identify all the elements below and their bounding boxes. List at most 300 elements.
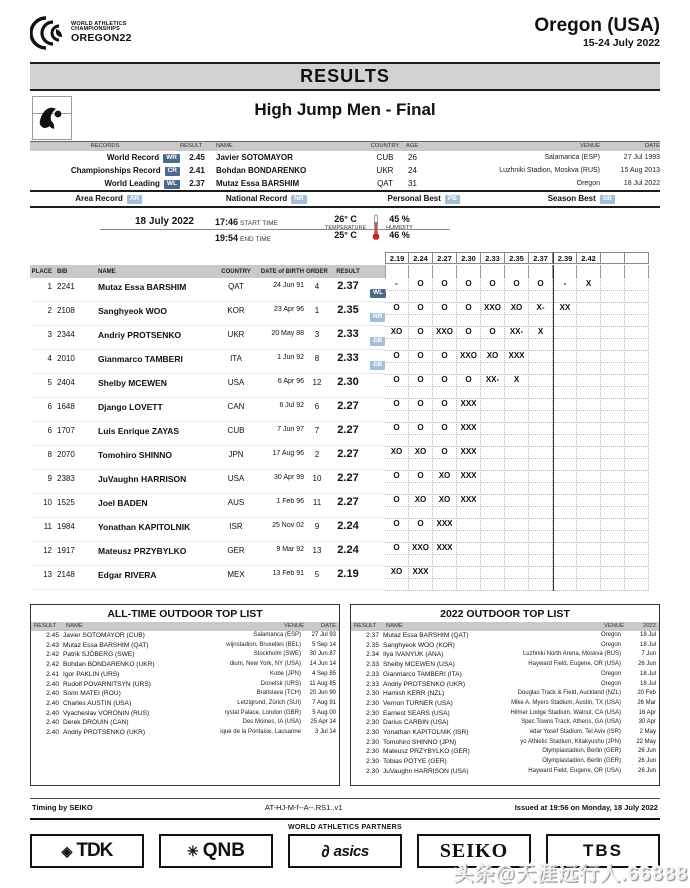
attempt-cell [529, 518, 553, 543]
attempt-mark [625, 446, 648, 459]
athlete-name: Mutaz Essa BARSHIM [98, 282, 187, 292]
top-list-name: Andriy PROTSENKO (UKR) [63, 729, 146, 737]
record-country: UKR [376, 166, 394, 175]
record-badge-ar: AR [127, 195, 142, 204]
attempt-cell [529, 350, 553, 375]
record-badge-nr: NR [291, 195, 306, 204]
records-col-name: NAME [216, 143, 233, 149]
attempt-cell [385, 422, 409, 447]
top-list-result: 2.42 [46, 661, 59, 669]
athlete-bib: 2010 [57, 354, 75, 363]
attempt-cell [529, 446, 553, 471]
attempt-mark: O [433, 398, 456, 411]
attempt-mark [554, 542, 576, 555]
athlete-name: Yonathan KAPITOLNIK [98, 522, 191, 532]
top-list-row [31, 631, 339, 641]
attempt-mark [577, 374, 600, 387]
attempt-cell [409, 374, 433, 399]
athlete-dob: 6 Jul 92 [279, 402, 304, 409]
attempt-mark: O [457, 278, 480, 291]
top-list-date: 7 Aug 91 [312, 699, 336, 706]
attempt-cell [433, 278, 457, 303]
athlete-order: 7 [314, 426, 320, 435]
high-jump-jumper-icon [35, 101, 69, 135]
height-label: 2.19 [385, 252, 409, 264]
top-list-venue: edar Yosef Stadium, Tel Aviv (ISR) [529, 729, 621, 736]
top-list-name: Sorin MATEI (ROU) [63, 690, 121, 698]
top-list-result: 2.41 [46, 670, 59, 678]
attempt-mark [505, 446, 528, 459]
attempt-cell [505, 542, 529, 567]
attempts-grid [385, 302, 649, 327]
top-list-row [351, 757, 659, 767]
attempt-cell [577, 566, 601, 591]
attempt-mark [625, 470, 648, 483]
top-list-col-date: 2022 [643, 623, 656, 629]
athlete-bib: 2404 [57, 378, 75, 387]
attempt-mark [625, 302, 648, 315]
athlete-name: JuVaughn HARRISON [98, 474, 187, 484]
attempt-mark [577, 350, 600, 363]
attempt-cell [529, 278, 553, 303]
attempt-mark [601, 566, 624, 579]
logo-line3: OREGON22 [71, 32, 132, 45]
qnb-logo-icon: ✳ [187, 843, 199, 859]
attempt-cell [625, 374, 649, 399]
top-list-result: 2.30 [366, 690, 379, 698]
top-list-result: 2.45 [46, 632, 59, 639]
attempt-cell [601, 566, 625, 591]
attempt-mark: XXX [457, 446, 480, 459]
attempt-cell [433, 398, 457, 423]
record-date: 18 Jul 2022 [623, 180, 660, 187]
all-time-top-list [30, 604, 340, 786]
record-venue: Luzhniki Stadion, Moskva (RUS) [499, 167, 600, 174]
top-list-col-result: RESULT [354, 623, 377, 629]
temperature-end: 25° C [334, 230, 357, 241]
athlete-bib: 2108 [57, 306, 75, 315]
attempt-cell [409, 350, 433, 375]
top-list-name: Rudolf POVARNITSYN (URS) [63, 680, 151, 688]
top-list-row [31, 670, 339, 680]
end-time: 19:54 [215, 233, 239, 243]
attempt-mark: XXX [457, 470, 480, 483]
attempt-mark [601, 494, 624, 507]
attempts-grid [385, 278, 649, 303]
top-list-venue: Hayward Field, Eugene, OR (USA) [528, 767, 621, 774]
height-blank-cell [409, 265, 433, 278]
high-jump-pictogram [32, 96, 72, 140]
attempt-blank [481, 579, 504, 591]
top-list-venue: Des Moines, IA (USA) [242, 719, 301, 726]
oregon22-logo-icon [30, 16, 66, 50]
attempt-mark: O [409, 518, 432, 531]
attempt-cell [625, 398, 649, 423]
athlete-place: 4 [47, 354, 52, 363]
attempt-mark [577, 518, 600, 531]
athlete-name: Tomohiro SHINNO [98, 450, 172, 460]
attempt-cell [433, 470, 457, 495]
athlete-order: 5 [314, 570, 320, 579]
height-blank-cell [529, 265, 553, 278]
attempt-cell [505, 278, 529, 303]
athlete-bib: 1707 [57, 426, 75, 435]
athlete-bib: 2070 [57, 450, 75, 459]
top-list-name: Yonathan KAPITOLNIK (ISR) [383, 729, 469, 737]
athlete-country: CUB [227, 426, 245, 435]
top-list-result: 2.40 [46, 729, 59, 737]
top-list-venue: Stockholm (SWE) [253, 651, 301, 658]
attempt-blank [554, 579, 576, 591]
athlete-name: Shelby MCEWEN [98, 378, 167, 388]
attempt-mark: O [481, 278, 504, 291]
records-col-age: AGE [406, 143, 419, 149]
attempt-cell [529, 566, 553, 591]
col-result: RESULT [336, 268, 360, 275]
table-row [30, 422, 660, 446]
attempt-cell [433, 326, 457, 351]
top-list-name: JuVaughn HARRISON (USA) [383, 767, 469, 775]
document-code: AT-HJ-M-f--A--.RS1..v1 [265, 803, 343, 812]
top-list-name: Mutaz Essa BARSHIM (QAT) [383, 632, 469, 639]
top-list-row [351, 650, 659, 660]
table-row [30, 326, 660, 350]
height-label [625, 252, 649, 264]
attempt-cell [553, 566, 577, 591]
attempt-cell [601, 326, 625, 351]
athlete-country: USA [227, 474, 245, 483]
logo-line2: CHAMPIONSHIPS [71, 26, 121, 33]
attempt-cell [553, 422, 577, 447]
athlete-dob: 24 Jun 91 [273, 282, 304, 289]
top-list-venue: Olympiastadion, Berlin (GER) [542, 758, 621, 765]
attempt-cell [409, 278, 433, 303]
attempt-blank [505, 579, 528, 591]
attempt-cell [457, 542, 481, 567]
athlete-order: 2 [314, 450, 320, 459]
top-list-venue: Olympiastadion, Berlin (GER) [542, 748, 621, 755]
attempt-cell [601, 302, 625, 327]
records-col-venue: VENUE [580, 143, 600, 149]
record-label: World Record WR [30, 151, 180, 164]
top-list-row [351, 718, 659, 728]
attempt-mark: XO [385, 566, 408, 579]
top-list-date: 18 Jul [639, 680, 656, 687]
athlete-info [30, 542, 385, 566]
top-list-result: 2.43 [46, 641, 59, 649]
attempt-cell [505, 470, 529, 495]
attempt-cell [505, 398, 529, 423]
attempt-cell [457, 446, 481, 471]
attempt-blank [409, 579, 432, 591]
col-bib: BIB [57, 268, 68, 275]
attempt-mark: XXX [433, 518, 456, 531]
attempt-mark: O [409, 278, 432, 291]
top-list-row [351, 689, 659, 699]
start-time: 17:46 [215, 217, 239, 227]
attempt-cell [481, 446, 505, 471]
top-list-name: Bohdan BONDARENKO (UKR) [63, 661, 155, 669]
attempt-mark: XO [433, 494, 456, 507]
attempt-cell [433, 446, 457, 471]
asics-logo-icon: ∂ [321, 841, 330, 861]
top-list-row [351, 699, 659, 709]
athlete-result: 2.37 [337, 280, 359, 292]
attempt-cell [481, 542, 505, 567]
top-list-date: 3 Jul 14 [314, 729, 336, 736]
top-list-row [31, 689, 339, 699]
top-list-venue: yo Athletic Stadium, Kitakyushu (JPN) [520, 738, 621, 745]
top-list-result: 2.40 [46, 699, 59, 707]
attempt-cell [505, 446, 529, 471]
attempt-cell [457, 326, 481, 351]
attempt-cell [577, 326, 601, 351]
top-list-name: Gianmarco TAMBERI (ITA) [383, 670, 462, 678]
top-list-venue: Bratislava (TCH) [256, 690, 301, 697]
record-venue: Oregon [576, 180, 600, 187]
top-list-result: 2.33 [366, 661, 379, 669]
attempt-mark: XO [385, 326, 408, 339]
athlete-country: CAN [227, 402, 245, 411]
attempt-mark [601, 398, 624, 411]
attempt-cell [409, 446, 433, 471]
attempt-mark: O [433, 350, 456, 363]
athlete-info [30, 302, 385, 326]
records-col-records: RECORDS [90, 143, 120, 149]
athlete-place: 9 [47, 474, 52, 483]
height-blank-cell [577, 265, 601, 278]
attempt-cell [625, 446, 649, 471]
attempt-cell [529, 398, 553, 423]
table-row [30, 518, 660, 542]
attempt-mark [601, 518, 624, 531]
col-place: PLACE [31, 268, 52, 275]
attempt-cell [457, 518, 481, 543]
attempt-mark: O [409, 326, 432, 339]
attempt-cell [433, 494, 457, 519]
attempt-cell [577, 278, 601, 303]
top-list-date: 2 May [639, 729, 656, 736]
attempt-cell [409, 494, 433, 519]
results-table-body [30, 278, 660, 590]
top-list-row [351, 738, 659, 748]
attempt-cell [553, 374, 577, 399]
height-label [601, 252, 625, 264]
attempt-mark [554, 422, 576, 435]
top-list-name: Earnest SEARS (USA) [383, 709, 450, 717]
attempt-mark: O [409, 302, 432, 315]
attempt-blank [601, 579, 624, 591]
table-row [30, 374, 660, 398]
athlete-country: KOR [227, 306, 245, 315]
attempt-cell [625, 278, 649, 303]
athlete-place: 6 [47, 426, 52, 435]
attempt-mark: XXX [433, 542, 456, 555]
attempt-mark [625, 326, 648, 339]
attempt-mark [577, 302, 600, 315]
top-list-venue: Donetsk (URS) [260, 680, 301, 687]
table-row [30, 566, 660, 590]
temperature-column [325, 215, 366, 241]
top-list-date: 26 Jun [637, 767, 656, 774]
attempt-cell [433, 302, 457, 327]
athlete-result: 2.19 [337, 568, 359, 580]
attempt-cell [625, 494, 649, 519]
attempt-cell [505, 326, 529, 351]
attempt-mark [554, 326, 576, 339]
attempt-cell [505, 302, 529, 327]
top-list-row [351, 709, 659, 719]
attempt-cell [625, 542, 649, 567]
attempt-mark: O [385, 494, 408, 507]
issued-timestamp: Issued at 19:56 on Monday, 18 July 2022 [514, 803, 658, 812]
attempt-cell [409, 302, 433, 327]
attempt-mark [625, 518, 648, 531]
attempt-cell [481, 374, 505, 399]
attempt-mark: O [481, 326, 504, 339]
attempt-mark [601, 374, 624, 387]
height-blank-cell [625, 265, 649, 278]
athlete-order: 4 [314, 282, 320, 291]
records-rows [30, 151, 660, 190]
col-name: NAME [98, 268, 116, 275]
attempt-blank [577, 579, 600, 591]
top-list-date: 11 Aug 85 [309, 680, 336, 687]
height-blank-cell [433, 265, 457, 278]
attempt-mark [505, 518, 528, 531]
athlete-name: Mateusz PRZYBYLKO [98, 546, 187, 556]
top-list-row [31, 718, 339, 728]
athlete-info [30, 518, 385, 542]
partner-logo-text: SEIKO [439, 839, 509, 862]
height-blank-cell [505, 265, 529, 278]
attempt-cell [481, 518, 505, 543]
attempt-mark [625, 398, 648, 411]
attempts-grid [385, 350, 649, 375]
record-age: 26 [408, 153, 417, 162]
attempt-mark [529, 494, 552, 507]
top-list-date: 30 Apr [638, 719, 656, 726]
athlete-bib: 2241 [57, 282, 75, 291]
top-list-date: 30 Jun 87 [309, 651, 336, 658]
tdk-logo-icon: ◈ [61, 843, 73, 859]
top-list-date: 25 Apr 14 [310, 719, 336, 726]
attempt-cell [529, 542, 553, 567]
legend-item: Personal Best PB [345, 194, 503, 204]
attempt-cell [529, 422, 553, 447]
top-list-result: 2.33 [366, 680, 379, 688]
record-badge-sb: SB [370, 337, 385, 346]
top-list-date: 5 Sep 14 [311, 641, 336, 648]
attempt-cell [553, 518, 577, 543]
attempt-cell [577, 542, 601, 567]
record-date: 15 Aug 2013 [620, 167, 660, 174]
attempt-cell [553, 302, 577, 327]
attempt-mark [481, 494, 504, 507]
attempt-mark: XO [505, 302, 528, 315]
attempts-grid [385, 518, 649, 543]
attempt-mark: O [385, 350, 408, 363]
athlete-dob: 1 Jun 92 [277, 354, 304, 361]
attempt-cell [601, 470, 625, 495]
attempt-cell [409, 470, 433, 495]
attempt-mark [457, 566, 480, 579]
top-list-venue: Hayward Field, Eugene, OR (USA) [528, 661, 621, 668]
attempt-mark: O [529, 278, 552, 291]
attempt-mark [577, 398, 600, 411]
attempt-mark [554, 446, 576, 459]
attempt-cell [577, 494, 601, 519]
attempt-mark: O [409, 422, 432, 435]
record-row [30, 164, 660, 177]
attempt-mark: O [385, 542, 408, 555]
attempt-cell [529, 302, 553, 327]
attempt-mark [601, 326, 624, 339]
attempt-mark [554, 374, 576, 387]
top-list-venue: Spec Towns Track, Athens, GA (USA) [521, 719, 621, 726]
attempt-cell [433, 374, 457, 399]
athlete-info [30, 350, 385, 374]
attempt-cell [385, 302, 409, 327]
attempt-mark [505, 470, 528, 483]
attempt-mark: XXO [481, 302, 504, 315]
top-list-date: 18 Jul [639, 670, 656, 677]
record-holder-name: Bohdan BONDARENKO [216, 166, 307, 175]
top-list-row [31, 641, 339, 651]
attempt-cell [553, 326, 577, 351]
attempt-mark [554, 566, 576, 579]
attempt-mark [457, 542, 480, 555]
attempt-cell [553, 350, 577, 375]
attempts-grid [385, 446, 649, 471]
attempt-cell [625, 470, 649, 495]
record-label: World Leading WL [30, 177, 180, 190]
athlete-name: Django LOVETT [98, 402, 163, 412]
season-top-list [350, 604, 660, 786]
records-legend [30, 190, 660, 208]
athlete-badge-box [366, 282, 385, 300]
attempt-cell [529, 470, 553, 495]
attempt-cell [433, 566, 457, 591]
athlete-info [30, 566, 385, 590]
attempt-mark [577, 566, 600, 579]
attempt-cell [529, 494, 553, 519]
partner-logo-qnb [159, 834, 273, 868]
attempt-cell [553, 494, 577, 519]
top-list-title: ALL-TIME OUTDOOR TOP LIST [107, 608, 263, 620]
attempt-mark: XX- [481, 374, 504, 387]
record-country: QAT [377, 179, 393, 188]
attempt-cell [385, 374, 409, 399]
athlete-info [30, 470, 385, 494]
athlete-country: MEX [227, 570, 245, 579]
attempt-cell [457, 470, 481, 495]
athlete-country: UKR [227, 330, 245, 339]
attempt-blank [433, 579, 456, 591]
top-list-result: 2.30 [366, 709, 379, 717]
top-list-col-date: DATE [320, 623, 336, 629]
attempt-cell [601, 518, 625, 543]
attempts-grid [385, 470, 649, 495]
event-title: High Jump Men - Final [254, 100, 436, 119]
record-badge-cr: CR [165, 167, 180, 176]
col-order: ORDER [306, 268, 328, 275]
athlete-badge-box [366, 354, 385, 372]
partner-logo-text: QNB [202, 840, 245, 861]
athlete-order: 1 [314, 306, 320, 315]
attempt-blank [529, 579, 552, 591]
attempt-mark: O [385, 518, 408, 531]
